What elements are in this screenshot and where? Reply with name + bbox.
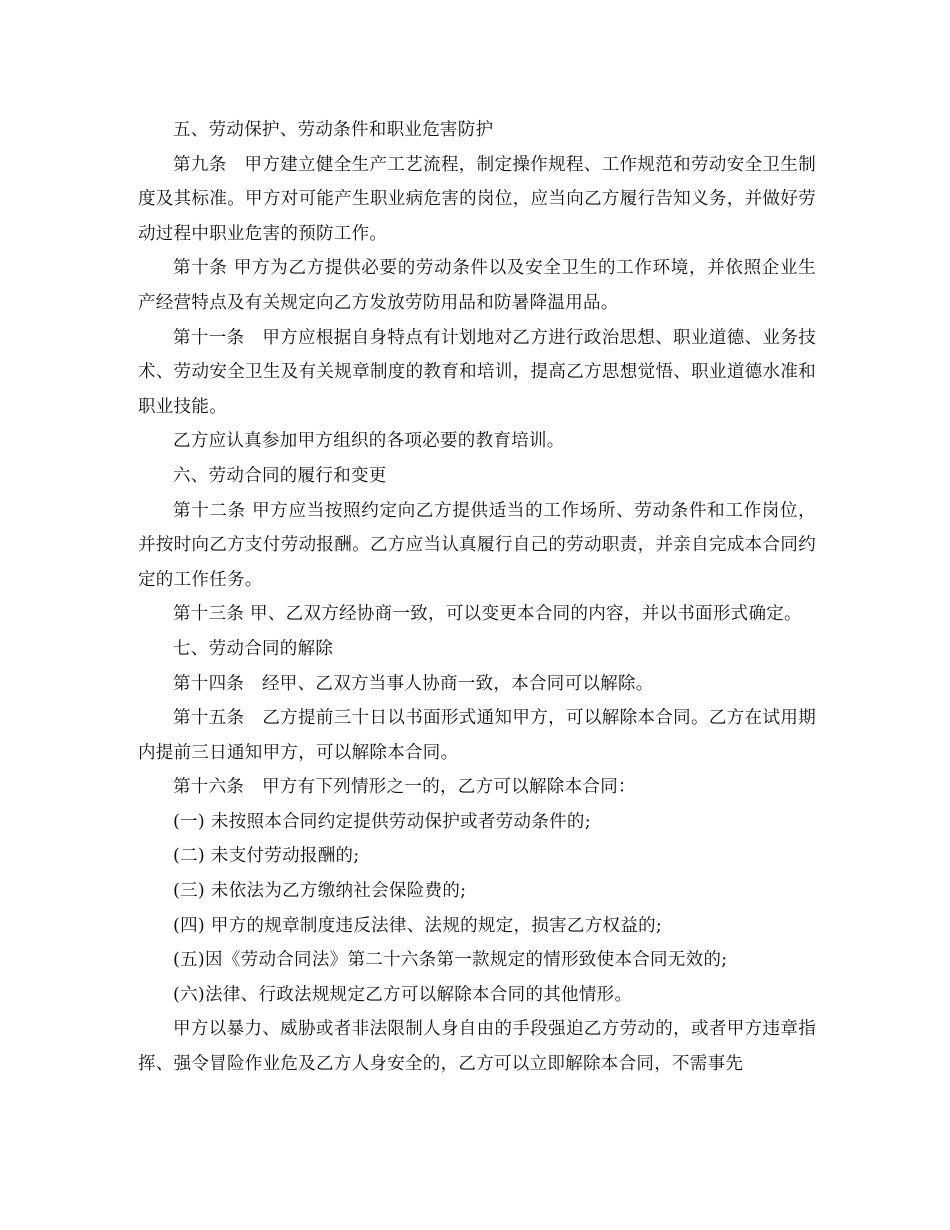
article-11-note: 乙方应认真参加甲方组织的各项必要的教育培训。	[173, 431, 565, 452]
list-item-6: (六)法律、行政法规规定乙方可以解除本合同的其他情形。	[173, 984, 633, 1005]
list-item-1: (一) 未按照本合同约定提供劳动保护或者劳动条件的;	[173, 811, 591, 832]
list-item-4: (四) 甲方的规章制度违反法律、法规的规定，损害乙方权益的;	[173, 915, 663, 936]
article-15: 第十五条 乙方提前三十日以书面形式通知甲方，可以解除本合同。乙方在试用期内提前三日通知甲方，可以解除本合同。	[138, 708, 816, 763]
article-14: 第十四条 经甲、乙双方当事人协商一致，本合同可以解除。	[173, 673, 654, 694]
list-item-2: (二) 未支付劳动报酬的;	[173, 846, 360, 867]
article-9: 第九条 甲方建立健全生产工艺流程，制定操作规程、工作规范和劳动安全卫生制度及其标准。甲方对可能产生职业病危害的岗位，应当向乙方履行告知义务，并做好劳动过程中职业危害的预防工作。	[138, 154, 816, 244]
list-item-5: (五)因《劳动合同法》第二十六条第一款规定的情形致使本合同无效的;	[173, 950, 728, 971]
article-16-continuation: 甲方以暴力、威胁或者非法限制人身自由的手段强迫乙方劳动的，或者甲方违章指挥、强令冒险作业危及乙方人身安全的，乙方可以立即解除本合同，不需事先	[138, 1019, 816, 1075]
article-13: 第十三条 甲、乙双方经协商一致，可以变更本合同的内容，并以书面形式确定。	[173, 604, 802, 625]
section-heading-5: 五、劳动保护、劳动条件和职业危害防护	[173, 120, 494, 140]
section-heading-7: 七、劳动合同的解除	[173, 638, 334, 659]
article-11: 第十一条 甲方应根据自身特点有计划地对乙方进行政治思想、职业道德、业务技术、劳动安全卫生及有关规章制度的教育和培训，提高乙方思想觉悟、职业道德水准和职业技能。	[138, 327, 816, 417]
section-heading-6: 六、劳动合同的履行和变更	[173, 465, 387, 486]
list-item-3: (三) 未依法为乙方缴纳社会保险费的;	[173, 881, 467, 902]
article-16: 第十六条 甲方有下列情形之一的，乙方可以解除本合同：	[173, 777, 636, 798]
article-12: 第十二条 甲方应当按照约定向乙方提供适当的工作场所、劳动条件和工作岗位，并按时向乙方支付劳动报酬。乙方应当认真履行自己的劳动职责，并亲自完成本合同约定的工作任务。	[138, 500, 816, 590]
article-10: 第十条 甲方为乙方提供必要的劳动条件以及安全卫生的工作环境，并依照企业生产经营特点及有关规定向乙方发放劳防用品和防暑降温用品。	[138, 258, 816, 313]
